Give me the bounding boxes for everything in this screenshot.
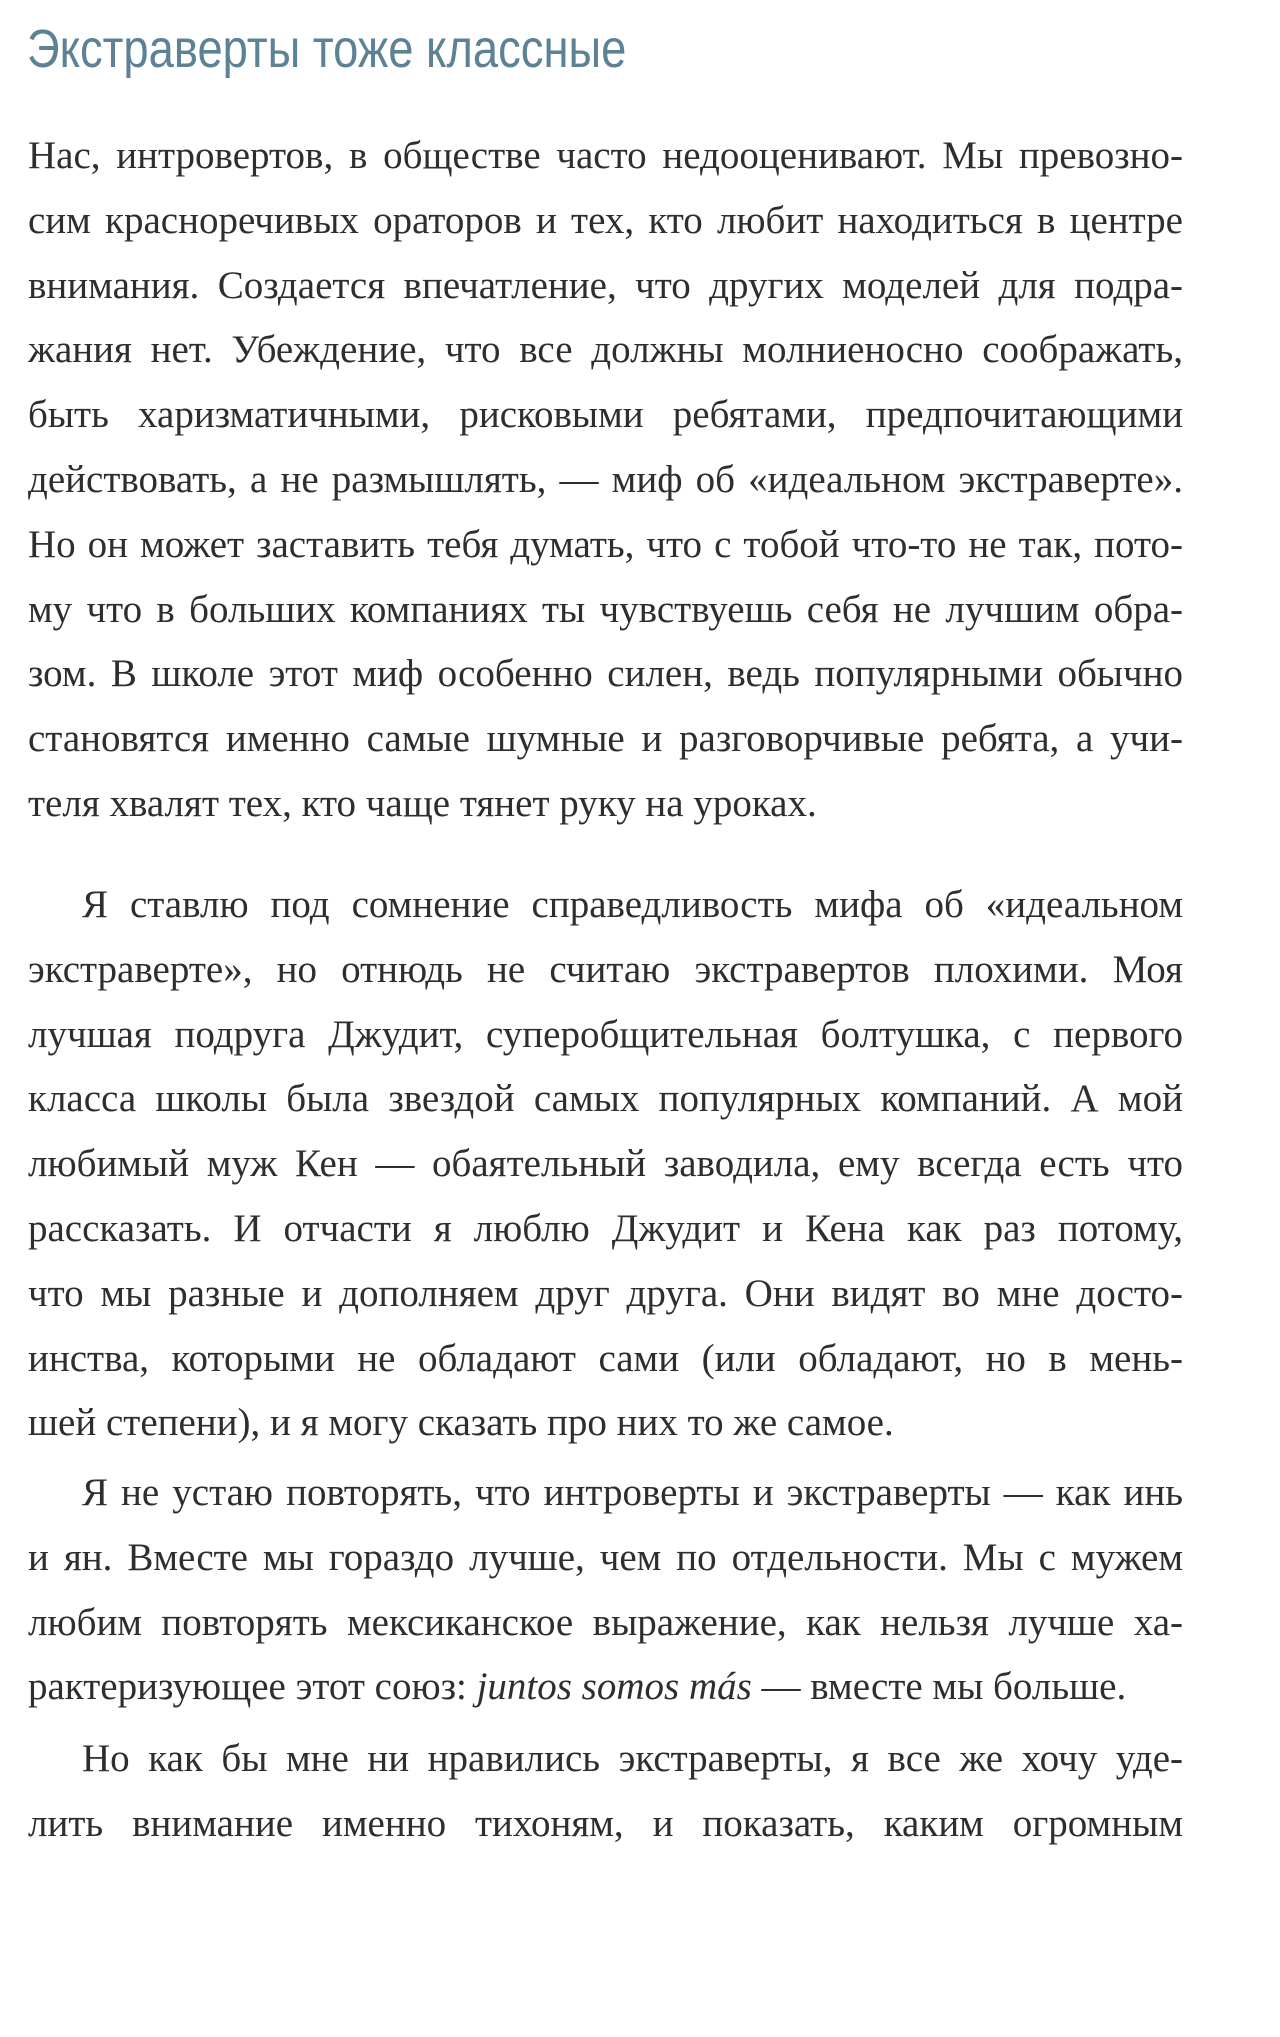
text-line: и ян. Вместе мы гораздо лучше, чем по отдельности. Мы с мужем [28,1535,1183,1579]
text-line: жания нет. Убеждение, что все должны молниеносно соображать, [28,328,1183,372]
text-line: Нас, интровертов, в обществе часто недооценивают. Мы превозно- [28,134,1183,177]
text-fragment: — вместе мы больше. [751,1665,1127,1709]
text-line: рассказать. И отчасти я люблю Джудит и Кена как раз потому, [28,1206,1183,1250]
text-line: класса школы была звездой самых популярных компаний. А мой [28,1077,1183,1121]
text-line: экстраверте», но отнюдь не считаю экстравертов плохими. Моя [28,947,1183,991]
italic-phrase: juntos somos más [476,1665,752,1709]
text-line: действовать, а не размышлять, — миф об «идеальном экстраверте». [28,457,1183,501]
text-line: зом. В школе этот миф особенно силен, ведь популярными обычно [28,652,1183,696]
text-line: что мы разные и дополняем друг друга. Они видят во мне досто- [28,1271,1183,1315]
paragraph-3 [28,1461,1183,1720]
text-line: любимый муж Кен — обаятельный заводила, ему всегда есть что [28,1142,1183,1186]
text-line: Я не устаю повторять, что интроверты и экстраверты — как инь [82,1471,1183,1514]
text-line: становятся именно самые шумные и разговорчивые ребята, а учи- [28,717,1183,761]
text-line: Я ставлю под сомнение справедливость мифа об «идеальном [82,883,1183,926]
text-line: быть харизматичными, рисковыми ребятами, предпочитающими [28,393,1183,437]
text-line: лучшая подруга Джудит, суперобщительная болтушка, с первого [28,1012,1183,1056]
text-line: теля хвалят тех, кто чаще тянет руку на уроках. [28,781,817,825]
text-line: инства, которыми не обладают сами (или обладают, но в мень- [28,1336,1183,1380]
text-line: любим повторять мексиканское выражение, как нельзя лучше ха- [28,1600,1183,1644]
text-line: внимания. Создается впечатление, что других моделей для подра- [28,263,1183,307]
text-line: Но как бы мне ни нравились экстраверты, я все же хочу уде- [82,1737,1183,1780]
text-line: Но он может заставить тебя думать, что с тобой что-то не так, пото- [28,522,1183,566]
paragraph-2 [28,873,1183,1456]
text-line: му что в больших компаниях ты чувствуешь себя не лучшим обра- [28,587,1183,631]
chapter-heading: Экстраверты тоже классные [27,19,627,79]
text-line: лить внимание именно тихоням, и показать, каким огромным [28,1801,1183,1845]
text-fragment: рактеризующее этот союз: [28,1665,477,1709]
paragraph-4 [28,1727,1183,1857]
text-line: сим красноречивых ораторов и тех, кто любит находиться в центре [28,198,1183,242]
paragraph-1 [28,124,1183,837]
text-line: шей степени), и я могу сказать про них то же самое. [28,1401,894,1445]
text-line-with-italic [28,1655,1183,1720]
